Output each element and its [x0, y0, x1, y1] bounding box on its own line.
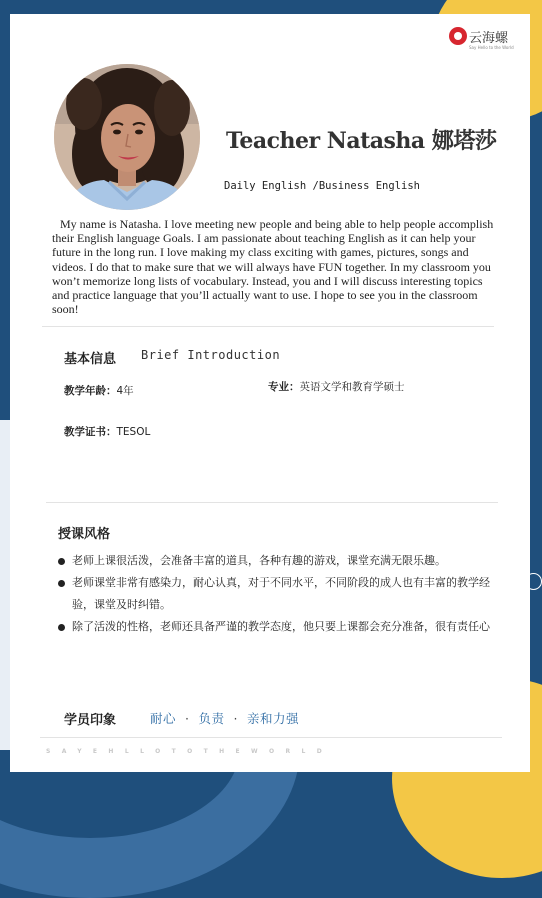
list-item-text: 除了活泼的性格，老师还具备严谨的教学态度，他只要上课都会充分准备，很有责任心	[72, 620, 490, 633]
certificate-value: TESOL	[116, 426, 151, 438]
teaching-subjects: Daily English /Business English	[224, 180, 420, 192]
divider	[46, 502, 498, 503]
major-label: 专业：	[268, 381, 300, 393]
brand-small-tagline: Say Hello to the World	[469, 45, 514, 50]
impression-keywords	[150, 709, 299, 727]
teacher-avatar	[54, 64, 200, 210]
teacher-portrait-image	[54, 64, 200, 210]
major-value: 英语文学和教育学硕士	[299, 381, 405, 393]
list-item	[56, 550, 496, 572]
teaching-style-list	[56, 550, 496, 638]
keyword-separator: ·	[233, 711, 238, 726]
divider	[40, 737, 502, 738]
self-introduction: My name is Natasha. I love meeting new people and being able to help people accomplish their English language Goals. I am passionate about teaching English as it can help your future in the long run. I love making my class exciting with games, pictures, songs and videos. I do that to make sure that we will always have FUN together. In my classroom you won’t memorize long lists of vocabulary. Instead, you and I will discuss interesting topics and practice language that you’ll actually want to use. I hope to see you in the classroom soon!	[52, 217, 494, 317]
teaching-style-title: 授课风格	[58, 527, 111, 542]
conch-logo-icon	[449, 27, 467, 45]
brand-name: 云海螺	[469, 31, 509, 46]
divider	[42, 326, 494, 327]
keyword-separator: ·	[185, 711, 190, 726]
teacher-name: Teacher Natasha 娜塔莎	[226, 128, 497, 154]
certificate-label: 教学证书：	[64, 426, 117, 438]
keyword-tag: 亲和力强	[247, 711, 300, 726]
bullet-icon	[58, 558, 65, 565]
teaching-years-field	[64, 383, 134, 398]
bullet-icon	[58, 580, 65, 587]
impressions-title: 学员印象	[64, 713, 117, 728]
list-item	[56, 616, 496, 638]
list-item-text: 老师上课很活泼，会准备丰富的道具，各种有趣的游戏，课堂充满无限乐趣。	[72, 554, 446, 567]
bullet-icon	[58, 624, 65, 631]
footer-tagline: SAYEHLLOTOTHEWORLD	[46, 748, 334, 755]
certificate-field	[64, 424, 150, 439]
keyword-tag: 负责	[198, 711, 225, 726]
list-item	[56, 572, 496, 616]
basic-info-title: 基本信息	[64, 352, 117, 367]
major-field	[268, 379, 405, 394]
basic-info-subtitle: Brief Introduction	[141, 348, 281, 362]
list-item-text: 老师课堂非常有感染力，耐心认真，对于不同水平，不同阶段的成人也有丰富的教学经验，课堂及时纠错。	[72, 576, 490, 611]
brand-logo	[449, 25, 517, 59]
keyword-tag: 耐心	[150, 711, 177, 726]
teaching-years-value: 4年	[116, 385, 134, 397]
teaching-years-label: 教学年龄：	[64, 385, 117, 397]
